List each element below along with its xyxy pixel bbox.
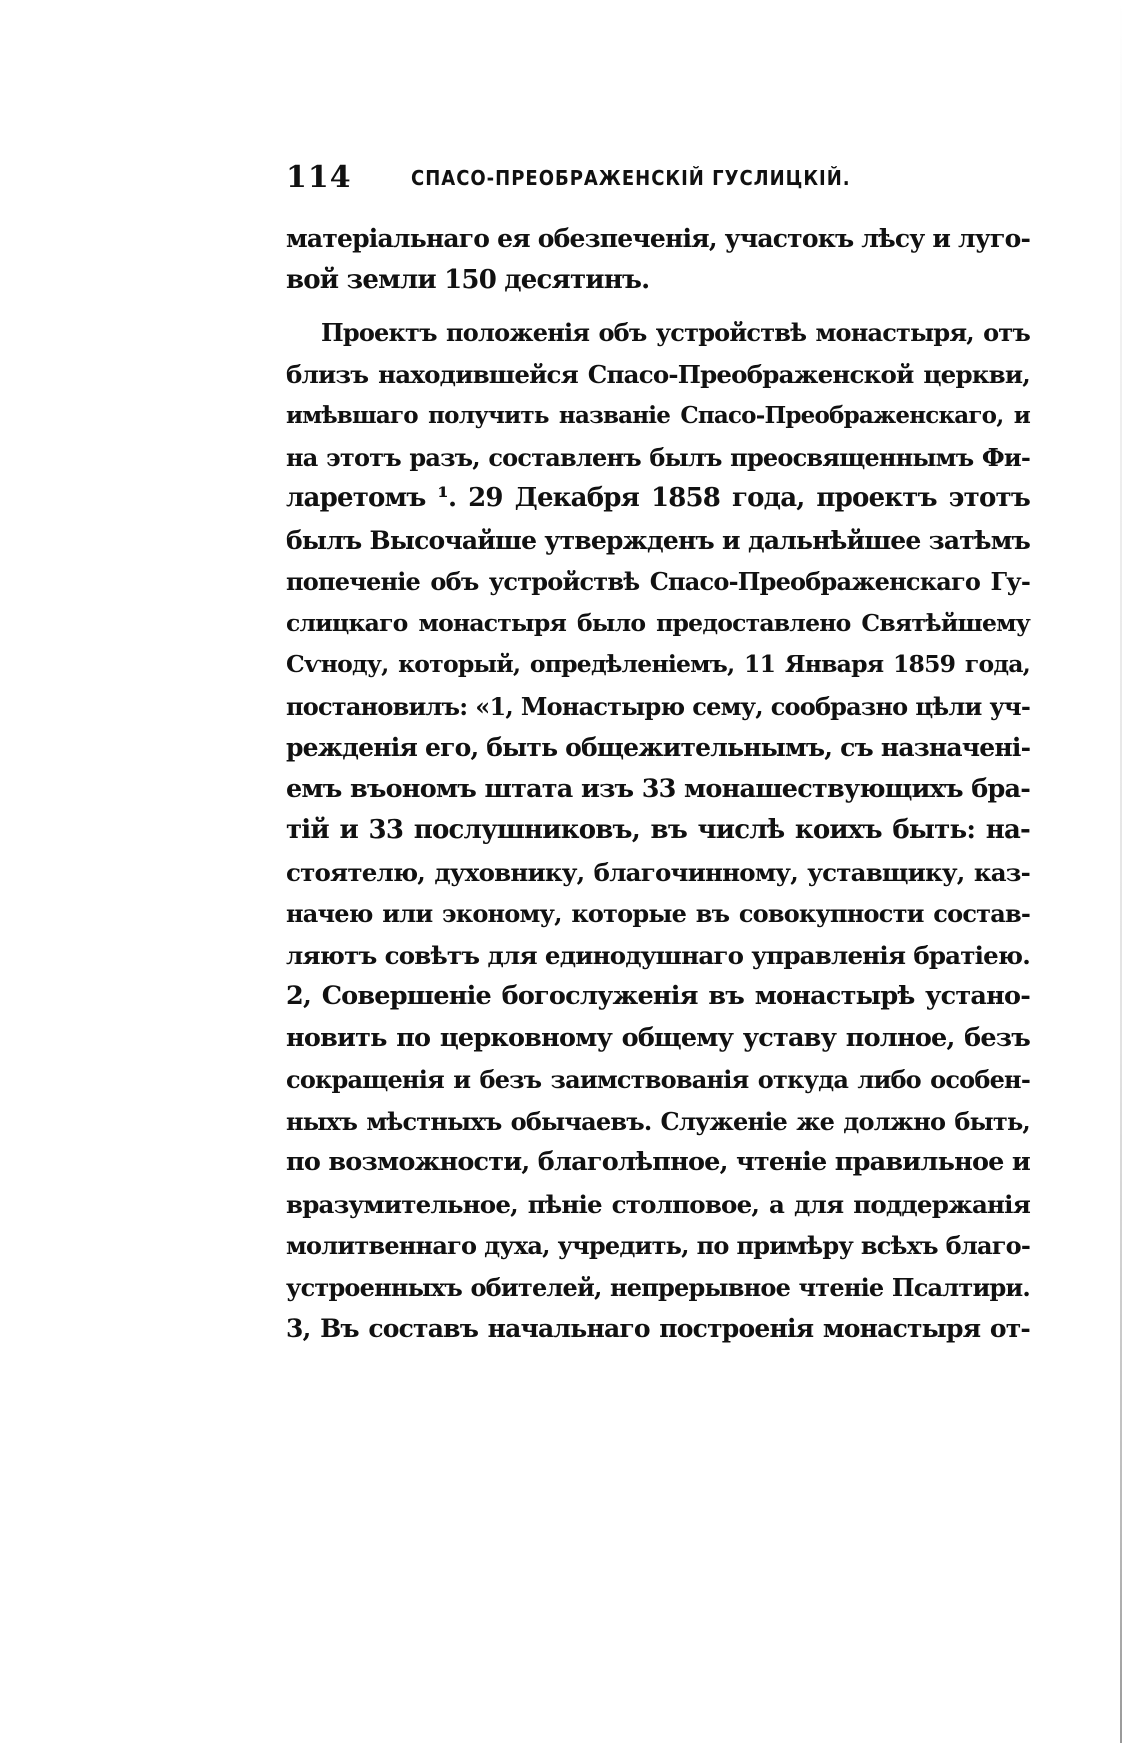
text-line: устроенныхъ обителей, непрерывное чтеніе Псалтири. xyxy=(286,1272,1030,1302)
text-line: имѣвшаго получить названіе Спасо-Преображенскаго, и xyxy=(286,402,1030,429)
text-line: стоятелю, духовнику, благочинному, уставщику, каз- xyxy=(286,857,1030,887)
text-line: режденія его, быть общежительнымъ, съ назначені- xyxy=(286,733,1031,762)
text-line: постановилъ: «1, Монастырю сему, сообразно цѣли уч- xyxy=(286,691,1030,721)
page-header xyxy=(286,160,1030,200)
text-line: 2, Совершеніе богослуженія въ монастырѣ устано- xyxy=(286,981,1030,1011)
text-line: на этотъ разъ, составленъ былъ преосвященнымъ Фи- xyxy=(286,442,1030,472)
text-line: вразумительное, пѣніе столповое, а для поддержанія xyxy=(286,1189,1030,1219)
page-number: 114 xyxy=(286,160,352,195)
text-line: ляютъ совѣтъ для единодушнаго управленія братіею. xyxy=(286,940,1030,970)
running-head: СПАСО-ПРЕОБРАЖЕНСКІЙ ГУСЛИЦКІЙ. xyxy=(411,166,851,190)
text-line: ныхъ мѣстныхъ обычаевъ. Служеніе же должно быть, xyxy=(286,1106,1030,1136)
text-line: сокращенія и безъ заимствованія откуда либо особен- xyxy=(286,1065,1030,1094)
text-line: ларетомъ ¹. 29 Декабря 1858 года, проектъ этотъ xyxy=(286,483,1030,513)
text-line: вой земли 150 десятинъ. xyxy=(286,264,650,295)
text-line: тій и 33 послушниковъ, въ числѣ коихъ быть: на- xyxy=(286,815,1030,845)
text-line: Сѵноду, который, опредѣленіемъ, 11 Января 1859 года, xyxy=(286,650,1030,678)
text-line: Проектъ положенія объ устройствѣ монастыря, отъ xyxy=(321,318,1030,347)
text-line: молитвеннаго духа, учредить, по примѣру всѣхъ благо- xyxy=(286,1231,1030,1260)
body-text xyxy=(286,218,1030,1350)
page-edge-shadow xyxy=(1120,0,1122,1743)
text-line: 3, Въ составъ начальнаго построенія монастыря от- xyxy=(286,1314,1030,1343)
text-line: попеченіе объ устройствѣ Спасо-Преображенскаго Гу- xyxy=(286,567,1030,596)
text-line: слицкаго монастыря было предоставлено Святѣйшему xyxy=(286,608,1030,637)
text-line: матеріальнаго ея обезпеченія, участокъ лѣсу и луго- xyxy=(286,224,1031,253)
text-line: по возможности, благолѣпное, чтеніе правильное и xyxy=(286,1147,1030,1177)
text-line: новить по церковному общему уставу полное, безъ xyxy=(286,1022,1030,1053)
text-line: былъ Высочайше утвержденъ и дальнѣйшее затѣмъ xyxy=(286,525,1030,555)
text-line: емъ въономъ штата изъ 33 монашествующихъ бра- xyxy=(286,773,1030,804)
text-line: близъ находившейся Спасо-Преображенской церкви, xyxy=(286,359,1030,389)
text-line: начею или эконому, которые въ совокупности состав- xyxy=(286,899,1030,928)
